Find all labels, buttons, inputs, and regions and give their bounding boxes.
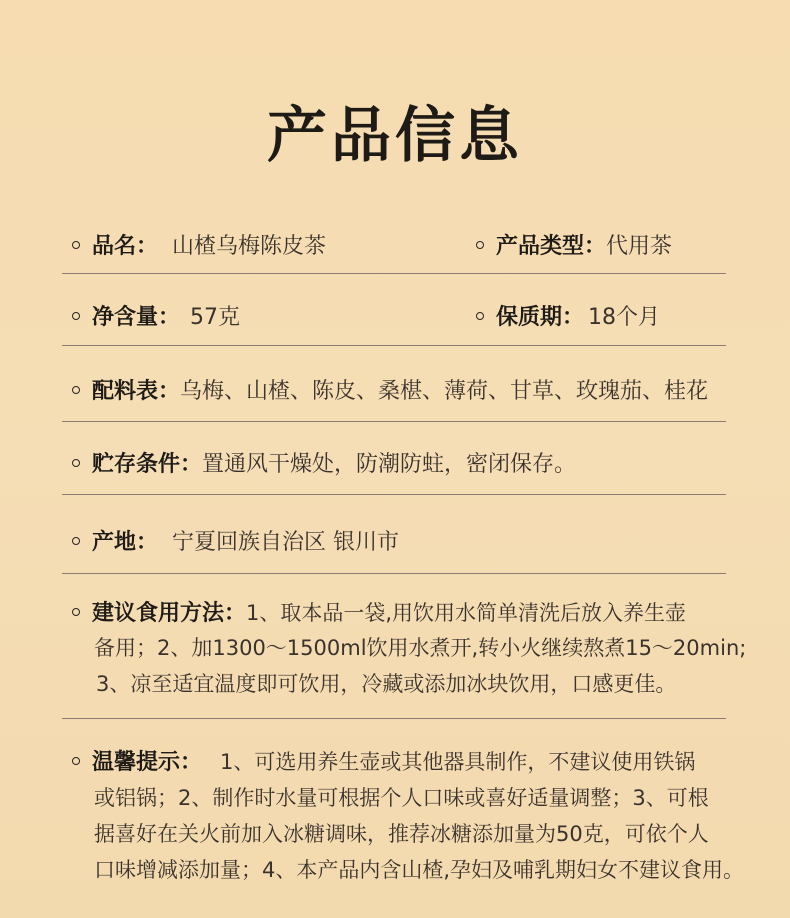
tips-line-4: 口味增减添加量；4、本产品内含山楂,孕妇及哺乳期妇女不建议食用。 <box>94 858 745 882</box>
ingredients-value: 乌梅、山楂、陈皮、桑椹、薄荷、甘草、玫瑰茄、桂花 <box>180 379 709 404</box>
product-name-label: 品名： <box>92 234 159 259</box>
bullet-icon <box>72 241 80 249</box>
bullet-icon <box>72 608 80 616</box>
net-content-value: 57克 <box>190 305 241 330</box>
net-content-label: 净含量： <box>92 305 181 330</box>
divider <box>62 421 726 422</box>
bullet-icon <box>72 459 80 467</box>
usage-line-1: 1、取本品一袋,用饮用水简单清洗后放入养生壶 <box>246 601 687 625</box>
ingredients-row <box>72 381 708 403</box>
usage-line-2: 备用；2、加1300～1500ml饮用水煮开,转小火继续熬煮15～20min; <box>94 636 747 660</box>
divider <box>62 345 726 346</box>
product-type-value: 代用茶 <box>606 234 673 259</box>
net-content-row <box>72 307 240 329</box>
bullet-icon <box>72 757 80 765</box>
bullet-icon <box>476 241 484 249</box>
bullet-icon <box>72 312 80 320</box>
bullet-icon <box>476 312 484 320</box>
tips-line-2: 或铝锅；2、制作时水量可根据个人口味或喜好适量调整；3、可根 <box>94 786 709 810</box>
product-name-value: 山楂乌梅陈皮茶 <box>172 234 327 259</box>
tips-line-1: 1、可选用养生壶或其他器具制作，不建议使用铁锅 <box>220 750 696 774</box>
bullet-icon <box>72 537 80 545</box>
usage-row <box>72 603 686 625</box>
divider <box>62 273 726 274</box>
shelf-life-label: 保质期： <box>496 305 585 330</box>
divider <box>62 718 726 719</box>
origin-row <box>72 532 399 554</box>
shelf-life-value: 18个月 <box>588 305 661 330</box>
shelf-life-row <box>476 307 660 329</box>
origin-label: 产地： <box>92 530 159 555</box>
ingredients-label: 配料表： <box>92 379 181 404</box>
usage-label: 建议食用方法： <box>92 601 247 626</box>
page-title: 产品信息 <box>267 101 523 171</box>
tips-line-3: 据喜好在关火前加入冰糖调味，推荐冰糖添加量为50克，可依个人 <box>94 822 709 846</box>
origin-value: 宁夏回族自治区 银川市 <box>172 530 400 555</box>
divider <box>62 573 726 574</box>
tips-label: 温馨提示： <box>92 750 203 775</box>
tips-row <box>72 752 695 774</box>
bullet-icon <box>72 386 80 394</box>
product-type-label: 产品类型： <box>496 234 607 259</box>
divider <box>62 494 726 495</box>
storage-label: 贮存条件： <box>92 452 203 477</box>
product-name-row <box>72 236 326 258</box>
storage-value: 置通风干燥处，防潮防蛀，密闭保存。 <box>202 452 577 477</box>
product-type-row <box>476 236 672 258</box>
storage-row <box>72 454 576 476</box>
usage-line-3: 3、凉至适宜温度即可饮用，冷藏或添加冰块饮用，口感更佳。 <box>96 672 677 696</box>
